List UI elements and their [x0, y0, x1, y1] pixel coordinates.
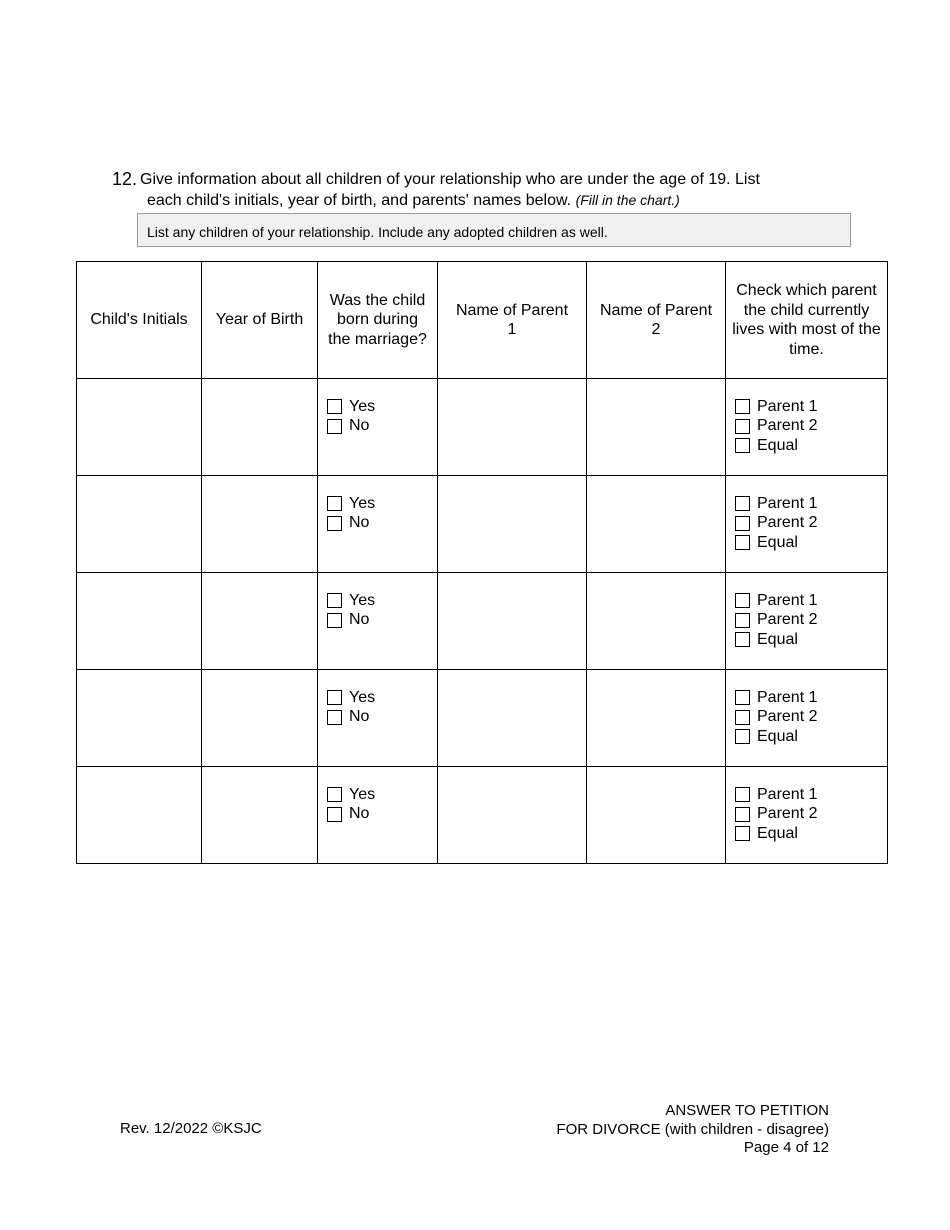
lives-with-option-label: Parent 1	[757, 397, 818, 415]
marriage-option-label: Yes	[349, 688, 376, 706]
child-initials-cell[interactable]	[77, 573, 202, 670]
parent-1-name-cell[interactable]	[438, 670, 587, 767]
form-title-line1: ANSWER TO PETITION	[665, 1102, 829, 1119]
lives-with-option-label: Equal	[757, 727, 798, 745]
lives-with-cell	[726, 573, 888, 670]
question-text-continued	[147, 192, 680, 210]
marriage-option[interactable]	[327, 805, 437, 825]
marriage-option[interactable]	[327, 688, 437, 708]
lives-with-checkbox[interactable]	[735, 807, 750, 822]
lives-with-option-label: Parent 1	[757, 494, 818, 512]
lives-with-option[interactable]	[735, 417, 887, 437]
lives-with-checkbox[interactable]	[735, 438, 750, 453]
year-of-birth-cell[interactable]	[202, 573, 318, 670]
year-of-birth-cell[interactable]	[202, 476, 318, 573]
marriage-option-label: Yes	[349, 494, 376, 512]
marriage-options	[318, 379, 437, 436]
lives-with-option-label: Equal	[757, 824, 798, 842]
parent-1-name-cell[interactable]	[438, 476, 587, 573]
lives-with-options	[726, 573, 887, 650]
lives-with-option[interactable]	[735, 708, 887, 728]
header-name-parent-1: Name of Parent 1	[438, 262, 587, 379]
page-number: Page 4 of 12	[743, 1139, 829, 1156]
lives-with-option[interactable]	[735, 514, 887, 534]
header-name-parent-2: Name of Parent 2	[587, 262, 726, 379]
lives-with-checkbox[interactable]	[735, 690, 750, 705]
lives-with-option-label: Parent 2	[757, 611, 818, 629]
lives-with-options	[726, 476, 887, 553]
lives-with-option-label: Parent 2	[757, 708, 818, 726]
lives-with-option[interactable]	[735, 630, 887, 650]
lives-with-option[interactable]	[735, 824, 887, 844]
lives-with-checkbox[interactable]	[735, 729, 750, 744]
lives-with-checkbox[interactable]	[735, 593, 750, 608]
marriage-checkbox[interactable]	[327, 516, 342, 531]
marriage-option[interactable]	[327, 397, 437, 417]
lives-with-cell	[726, 476, 888, 573]
lives-with-option[interactable]	[735, 533, 887, 553]
lives-with-options	[726, 379, 887, 456]
lives-with-option[interactable]	[735, 727, 887, 747]
marriage-option-label: Yes	[349, 591, 376, 609]
lives-with-cell	[726, 670, 888, 767]
born-during-marriage-cell	[318, 379, 438, 476]
lives-with-option-label: Equal	[757, 630, 798, 648]
lives-with-option-label: Parent 2	[757, 417, 818, 435]
marriage-option[interactable]	[327, 514, 437, 534]
marriage-checkbox[interactable]	[327, 710, 342, 725]
marriage-checkbox[interactable]	[327, 399, 342, 414]
child-row	[77, 379, 888, 476]
marriage-options	[318, 573, 437, 630]
marriage-option[interactable]	[327, 591, 437, 611]
marriage-option-label: No	[349, 805, 370, 823]
form-title-block	[556, 1102, 829, 1158]
question-text-line2: each child's initials, year of birth, and parents' names below.	[147, 192, 572, 209]
child-initials-cell[interactable]	[77, 476, 202, 573]
lives-with-checkbox[interactable]	[735, 613, 750, 628]
marriage-checkbox[interactable]	[327, 419, 342, 434]
lives-with-option[interactable]	[735, 611, 887, 631]
parent-2-name-cell[interactable]	[587, 476, 726, 573]
marriage-option-label: Yes	[349, 785, 376, 803]
parent-1-name-cell[interactable]	[438, 767, 587, 864]
marriage-option[interactable]	[327, 708, 437, 728]
year-of-birth-cell[interactable]	[202, 379, 318, 476]
question-hint: (Fill in the chart.)	[575, 192, 680, 208]
lives-with-checkbox[interactable]	[735, 496, 750, 511]
marriage-option-label: No	[349, 708, 370, 726]
marriage-options	[318, 767, 437, 824]
lives-with-option[interactable]	[735, 397, 887, 417]
year-of-birth-cell[interactable]	[202, 767, 318, 864]
child-row	[77, 670, 888, 767]
marriage-option[interactable]	[327, 417, 437, 437]
lives-with-checkbox[interactable]	[735, 535, 750, 550]
lives-with-options	[726, 670, 887, 747]
children-table	[76, 261, 888, 864]
question-number: 12.	[112, 169, 138, 189]
child-row	[77, 767, 888, 864]
lives-with-option-label: Parent 2	[757, 514, 818, 532]
form-title-line2: FOR DIVORCE (with children - disagree)	[556, 1120, 829, 1138]
marriage-checkbox[interactable]	[327, 613, 342, 628]
born-during-marriage-cell	[318, 767, 438, 864]
lives-with-checkbox[interactable]	[735, 516, 750, 531]
lives-with-option[interactable]	[735, 688, 887, 708]
marriage-checkbox[interactable]	[327, 807, 342, 822]
header-born-during-marriage: Was the child born during the marriage?	[318, 262, 438, 379]
lives-with-option-label: Equal	[757, 436, 798, 454]
child-row	[77, 573, 888, 670]
marriage-option-label: No	[349, 611, 370, 629]
revision-label: Rev. 12/2022 ©KSJC	[120, 1120, 262, 1137]
marriage-options	[318, 670, 437, 727]
child-initials-cell[interactable]	[77, 379, 202, 476]
marriage-option[interactable]	[327, 611, 437, 631]
marriage-checkbox[interactable]	[327, 787, 342, 802]
marriage-checkbox[interactable]	[327, 690, 342, 705]
lives-with-option[interactable]	[735, 805, 887, 825]
lives-with-option-label: Parent 2	[757, 805, 818, 823]
lives-with-checkbox[interactable]	[735, 710, 750, 725]
marriage-option[interactable]	[327, 785, 437, 805]
parent-1-name-cell[interactable]	[438, 573, 587, 670]
parent-2-name-cell[interactable]	[587, 670, 726, 767]
lives-with-checkbox[interactable]	[735, 826, 750, 841]
parent-1-name-cell[interactable]	[438, 379, 587, 476]
lives-with-option[interactable]	[735, 436, 887, 456]
marriage-options	[318, 476, 437, 533]
child-initials-cell[interactable]	[77, 670, 202, 767]
header-lives-with: Check which parent the child currently lives with most of the time.	[726, 262, 888, 379]
lives-with-options	[726, 767, 887, 844]
year-of-birth-cell[interactable]	[202, 670, 318, 767]
born-during-marriage-cell	[318, 670, 438, 767]
lives-with-checkbox[interactable]	[735, 419, 750, 434]
parent-2-name-cell[interactable]	[587, 573, 726, 670]
parent-2-name-cell[interactable]	[587, 767, 726, 864]
lives-with-option-label: Parent 1	[757, 591, 818, 609]
marriage-option[interactable]	[327, 494, 437, 514]
header-year-of-birth: Year of Birth	[202, 262, 318, 379]
instruction-note: List any children of your relationship. Include any adopted children as well.	[137, 213, 851, 247]
lives-with-cell	[726, 767, 888, 864]
marriage-option-label: Yes	[349, 397, 376, 415]
lives-with-option[interactable]	[735, 785, 887, 805]
parent-2-name-cell[interactable]	[587, 379, 726, 476]
child-initials-cell[interactable]	[77, 767, 202, 864]
lives-with-cell	[726, 379, 888, 476]
marriage-checkbox[interactable]	[327, 593, 342, 608]
marriage-option-label: No	[349, 514, 370, 532]
lives-with-option[interactable]	[735, 591, 887, 611]
lives-with-option-label: Parent 1	[757, 688, 818, 706]
lives-with-checkbox[interactable]	[735, 399, 750, 414]
header-childs-initials: Child's Initials	[77, 262, 202, 379]
lives-with-checkbox[interactable]	[735, 632, 750, 647]
header-row	[77, 262, 888, 379]
child-row	[77, 476, 888, 573]
lives-with-option[interactable]	[735, 494, 887, 514]
lives-with-checkbox[interactable]	[735, 787, 750, 802]
question-text: Give information about all children of your relationship who are under the age of 19. List	[140, 171, 760, 188]
lives-with-option-label: Equal	[757, 533, 798, 551]
lives-with-option-label: Parent 1	[757, 785, 818, 803]
marriage-checkbox[interactable]	[327, 496, 342, 511]
marriage-option-label: No	[349, 417, 370, 435]
born-during-marriage-cell	[318, 573, 438, 670]
born-during-marriage-cell	[318, 476, 438, 573]
